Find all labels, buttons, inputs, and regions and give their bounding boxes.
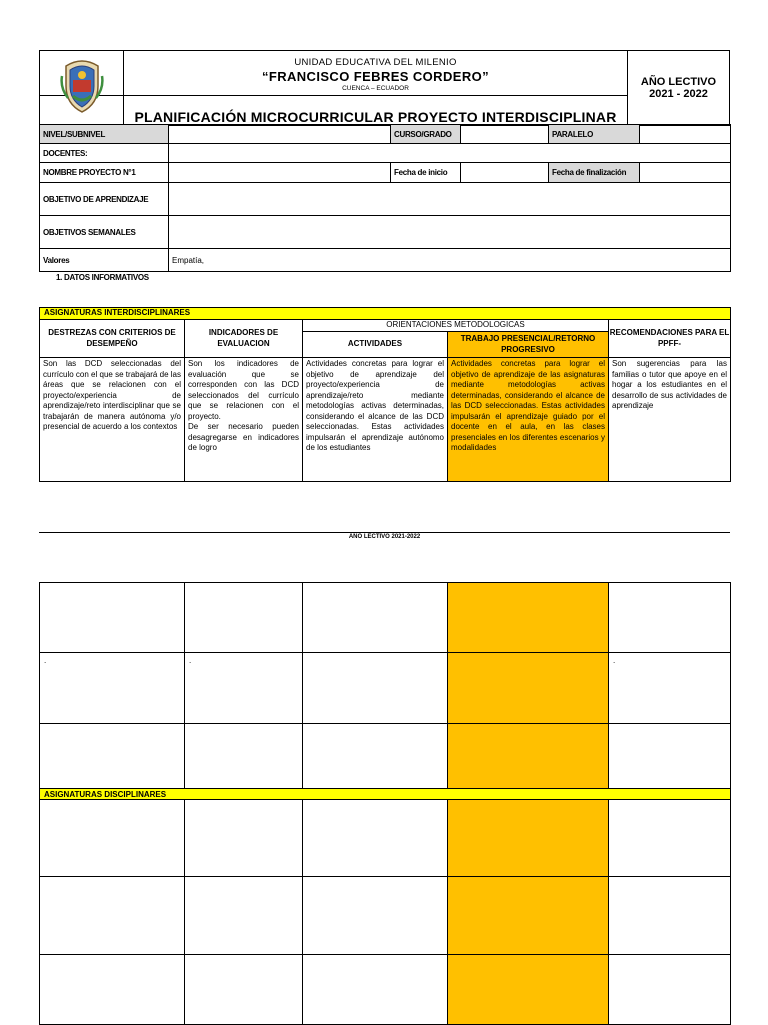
grid-cell-trabajo[interactable] bbox=[448, 800, 609, 877]
grid-cell-trabajo[interactable] bbox=[448, 877, 609, 955]
paralelo-label: PARALELO bbox=[549, 125, 640, 144]
page-divider bbox=[39, 532, 730, 533]
institution-line-1: UNIDAD EDUCATIVA DEL MILENIO bbox=[294, 57, 457, 68]
nivel-label: NIVEL/SUBNIVEL bbox=[40, 125, 169, 144]
grid-cell[interactable] bbox=[40, 955, 185, 1025]
indicadores-description bbox=[185, 358, 303, 482]
grid-cell[interactable] bbox=[609, 724, 731, 789]
curso-field[interactable] bbox=[461, 125, 549, 144]
docentes-field[interactable] bbox=[169, 144, 731, 163]
school-logo bbox=[40, 51, 124, 126]
grid-cell[interactable] bbox=[185, 724, 303, 789]
proyecto-label: NOMBRE PROYECTO N°1 bbox=[40, 163, 169, 183]
shield-emblem-icon bbox=[60, 58, 104, 114]
docentes-label: DOCENTES: bbox=[40, 144, 169, 163]
col-recomendaciones: RECOMENDACIONES PARA EL PPFF- bbox=[609, 320, 731, 358]
col-trabajo-presencial: TRABAJO PRESENCIAL/RETORNO PROGRESIVO bbox=[448, 332, 609, 358]
grid-cell[interactable]: . bbox=[40, 653, 185, 724]
valores-label: Valores bbox=[40, 249, 169, 272]
grid-cell-trabajo[interactable] bbox=[448, 583, 609, 653]
fecha-fin-label: Fecha de finalización bbox=[549, 163, 640, 183]
grid-cell[interactable] bbox=[303, 653, 448, 724]
recomendaciones-description: Son sugerencias para las familias o tutor que apoye en el hogar a los estudiantes en el desarrollo de sus actividades de aprendizaje bbox=[609, 358, 731, 482]
destrezas-description: Son las DCD seleccionadas del currículo con el que se trabajará de las áreas que se relacionen con el proyecto/experiencia de aprendizaje/reto interdisciplinar que se trabajarán de manera autónoma y/o presencial de acuerdo a los contextos bbox=[40, 358, 185, 482]
actividades-description: Actividades concretas para lograr el objetivo de aprendizaje del proyecto/experiencia de aprendizaje/reto mediante metodologías activas determinadas, considerando el alcance de las DCD seleccionadas. Estas actividades impulsarán el aprendizaje autónomo de los estudiantes bbox=[303, 358, 448, 482]
grid-cell[interactable] bbox=[609, 877, 731, 955]
institution-city: CUENCA – ECUADOR bbox=[342, 85, 409, 92]
year-label: AÑO LECTIVO bbox=[640, 76, 717, 88]
curso-label: CURSO/GRADO bbox=[391, 125, 461, 144]
grid-cell[interactable] bbox=[303, 724, 448, 789]
grid-cell[interactable]: . bbox=[609, 653, 731, 724]
col-actividades: ACTIVIDADES bbox=[303, 332, 448, 358]
grid-cell-trabajo[interactable] bbox=[448, 653, 609, 724]
indicadores-text-1: Son los indicadores de evaluación que se corresponden con las DCD seleccionados del currículo que se relacionen con el proyecto. bbox=[188, 359, 299, 421]
proyecto-field[interactable] bbox=[169, 163, 391, 183]
indicadores-text-2: De ser necesario pueden desagregarse en indicadores de logro bbox=[188, 422, 299, 452]
valores-field[interactable]: Empatía, bbox=[169, 249, 731, 272]
grid-cell[interactable]: . bbox=[185, 653, 303, 724]
trabajo-description: Actividades concretas para lograr el objetivo de aprendizaje de las asignaturas mediante metodologías activas determinadas, considerando el alcance de las DCD seleccionadas. Estas actividades impulsarán el aprendizaje guiado por el docente en el aula, en las clases presenciales en los diferentes escenarios y modalidades bbox=[448, 358, 609, 482]
grid-cell[interactable] bbox=[609, 955, 731, 1025]
grid-cell[interactable] bbox=[40, 877, 185, 955]
objetivo-field[interactable] bbox=[169, 183, 731, 216]
methodology-table bbox=[39, 307, 731, 482]
grid-cell[interactable] bbox=[40, 724, 185, 789]
section-datos-informativos: 1. DATOS INFORMATIVOS bbox=[56, 273, 149, 282]
grid-cell[interactable] bbox=[609, 583, 731, 653]
disciplinares-title: ASIGNATURAS DISCIPLINARES bbox=[40, 789, 731, 800]
fecha-inicio-field[interactable] bbox=[461, 163, 549, 183]
institution-name: “FRANCISCO FEBRES CORDERO” bbox=[261, 69, 490, 84]
grid-cell[interactable] bbox=[303, 800, 448, 877]
document-title: PLANIFICACIÓN MICROCURRICULAR PROYECTO INTERDISCIPLINAR bbox=[134, 109, 617, 125]
planning-grid bbox=[39, 582, 731, 1025]
objetivo-label: OBJETIVO DE APRENDIZAJE bbox=[40, 183, 169, 216]
year-value: 2021 - 2022 bbox=[649, 88, 708, 100]
year-box bbox=[628, 51, 730, 126]
page2-year: AÑO LECTIVO 2021-2022 bbox=[348, 534, 421, 540]
interdisciplinares-title: ASIGNATURAS INTERDISCIPLINARES bbox=[40, 308, 731, 320]
document-header bbox=[39, 50, 730, 126]
col-indicadores: INDICADORES DE EVALUACION bbox=[185, 320, 303, 358]
semanales-field[interactable] bbox=[169, 216, 731, 249]
grid-cell[interactable] bbox=[303, 955, 448, 1025]
grid-cell[interactable] bbox=[609, 800, 731, 877]
grid-cell[interactable] bbox=[303, 583, 448, 653]
nivel-field[interactable] bbox=[169, 125, 391, 144]
info-table bbox=[39, 124, 731, 272]
col-destrezas: DESTREZAS CON CRITERIOS DE DESEMPEÑO bbox=[40, 320, 185, 358]
fecha-fin-field[interactable] bbox=[640, 163, 731, 183]
grid-cell-trabajo[interactable] bbox=[448, 724, 609, 789]
grid-cell-trabajo[interactable] bbox=[448, 955, 609, 1025]
grid-cell[interactable] bbox=[303, 877, 448, 955]
grid-cell[interactable] bbox=[185, 800, 303, 877]
grid-cell[interactable] bbox=[185, 877, 303, 955]
grid-cell[interactable] bbox=[185, 955, 303, 1025]
paralelo-field[interactable] bbox=[640, 125, 731, 144]
semanales-label: OBJETIVOS SEMANALES bbox=[40, 216, 169, 249]
grid-cell[interactable] bbox=[40, 800, 185, 877]
institution-block bbox=[124, 51, 628, 126]
grid-cell[interactable] bbox=[40, 583, 185, 653]
fecha-inicio-label: Fecha de inicio bbox=[391, 163, 461, 183]
col-orientaciones: ORIENTACIONES METODOLOGICAS bbox=[303, 320, 609, 332]
grid-cell[interactable] bbox=[185, 583, 303, 653]
